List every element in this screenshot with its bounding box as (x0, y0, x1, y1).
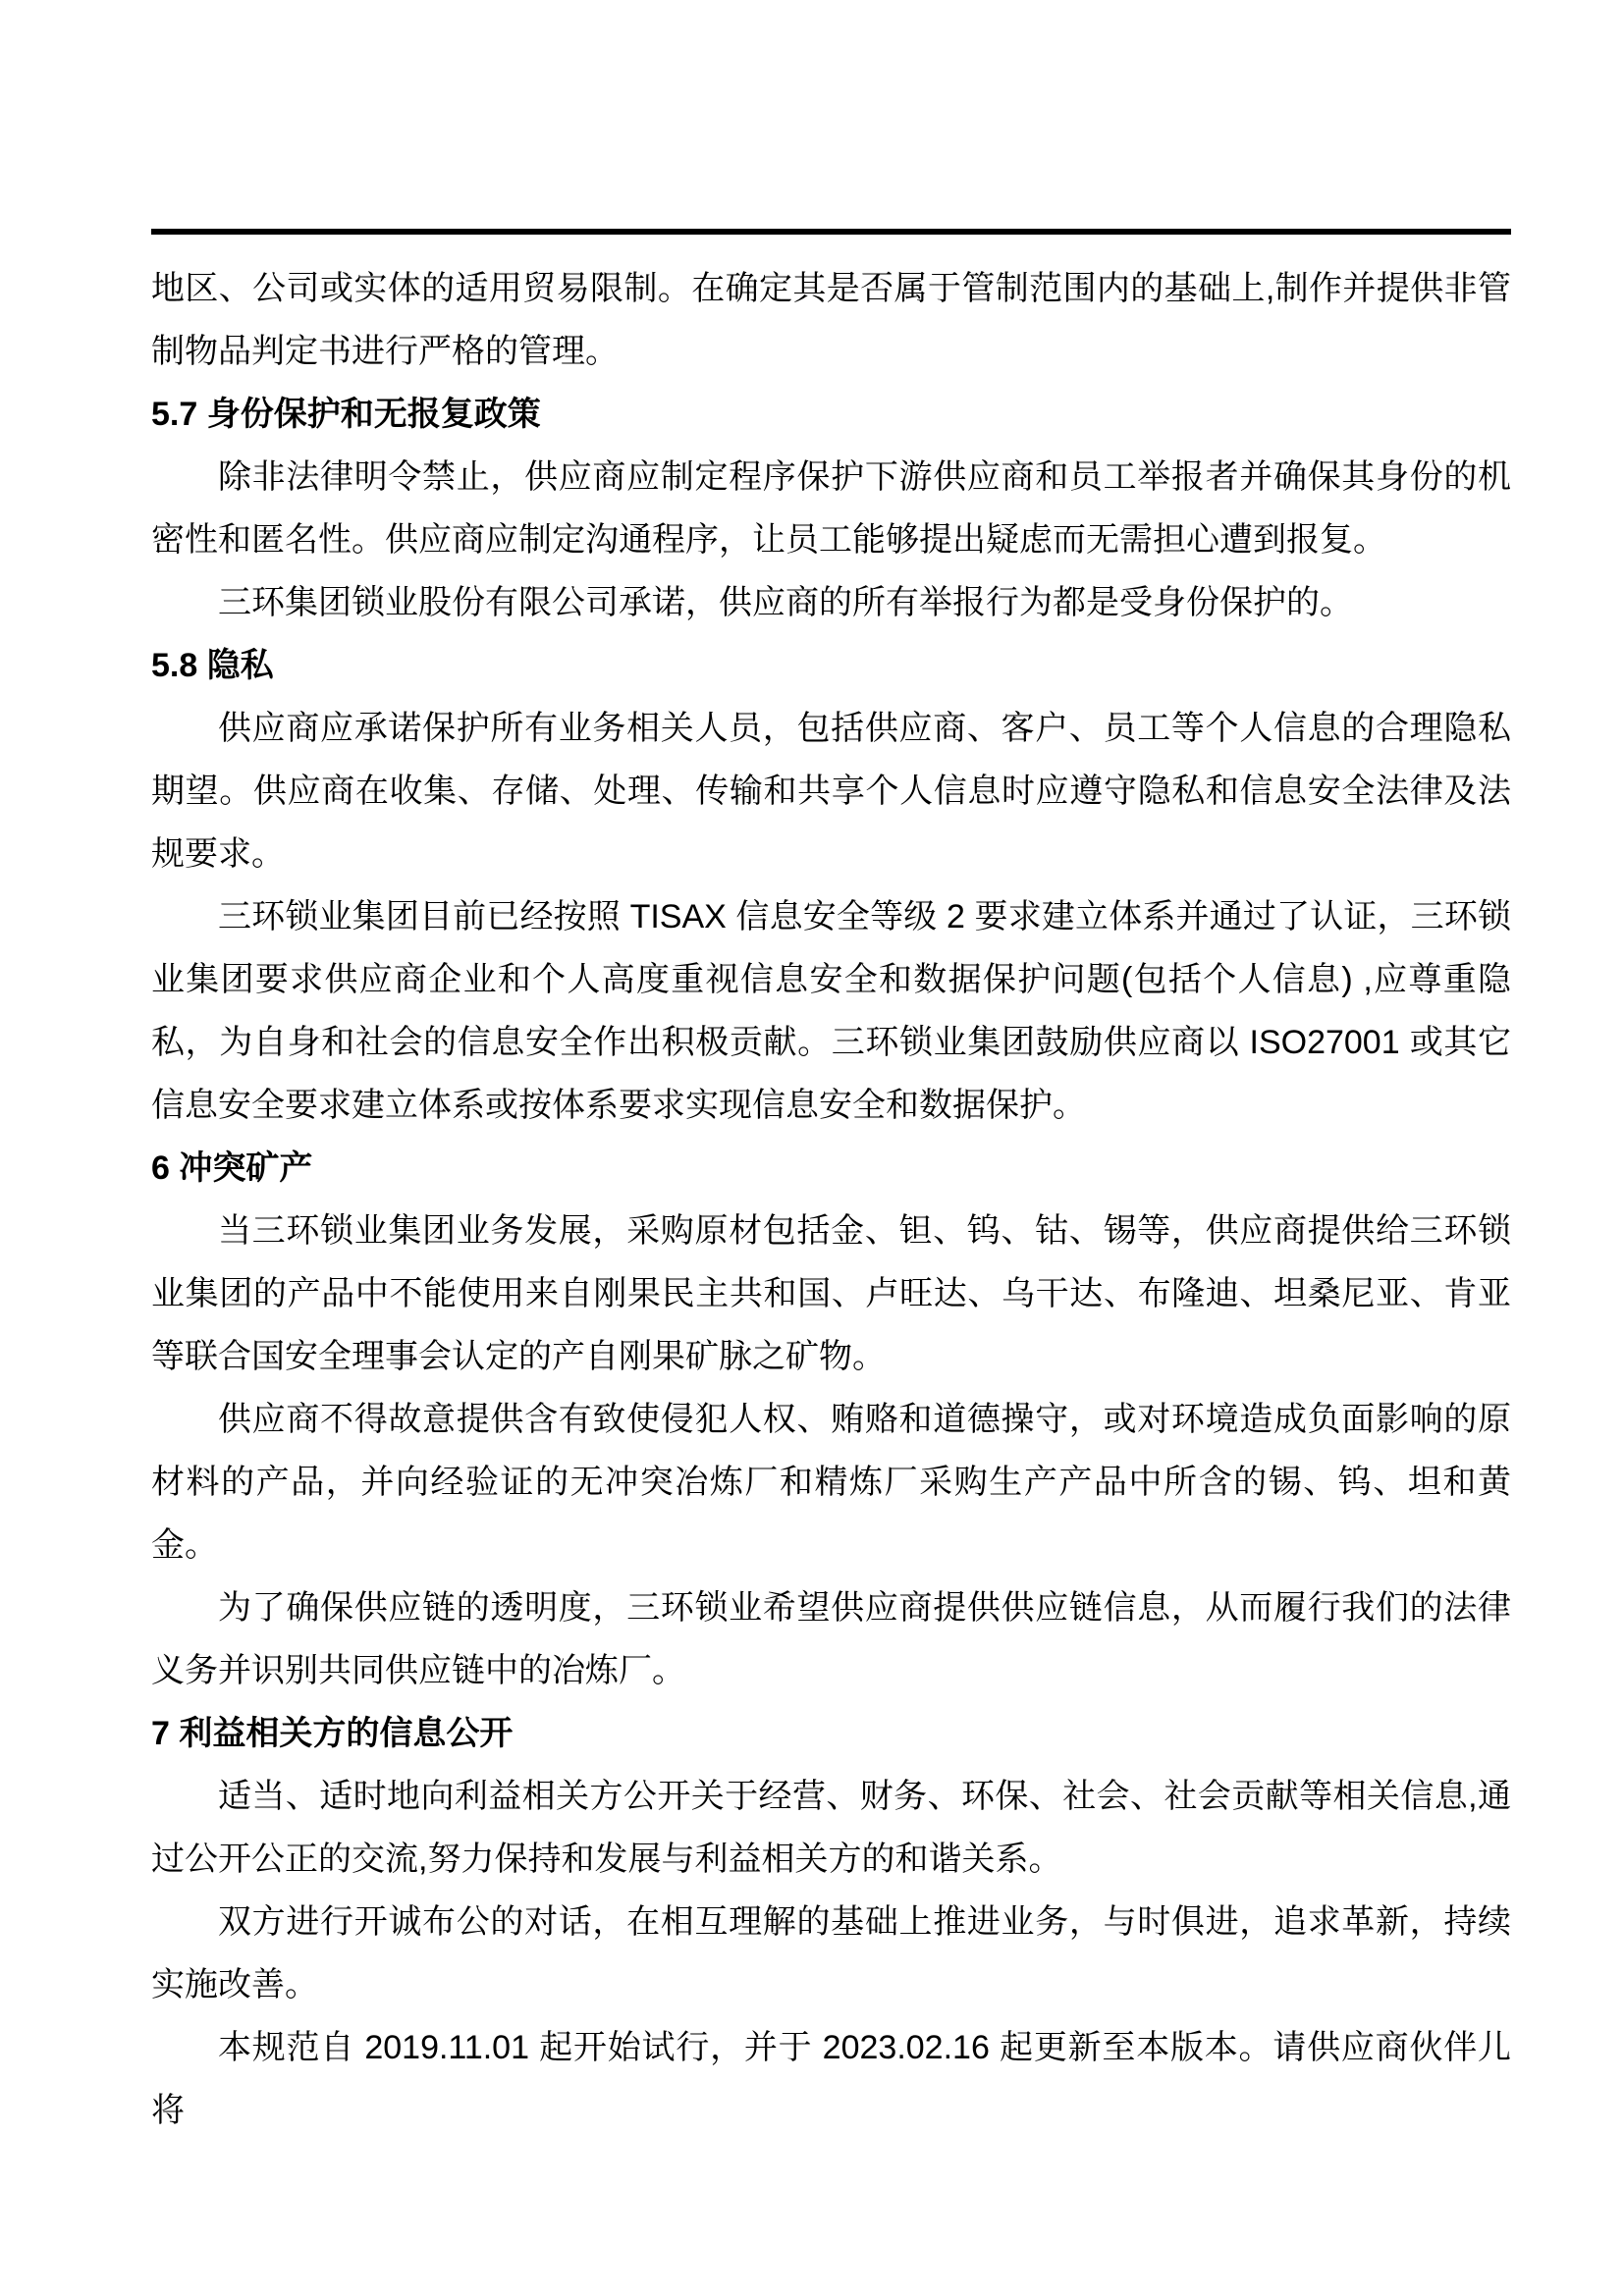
section-heading-5-7: 5.7 身份保护和无报复政策 (151, 396, 541, 433)
page-content (151, 229, 1511, 2142)
section-heading-5-8: 5.8 隐私 (151, 647, 274, 684)
paragraph-continued-from-previous-page: 地区、公司或实体的适用贸易限制。在确定其是否属于管制范围内的基础上,制作并提供非管制物品判定书进行严格的管理。 (151, 270, 1511, 370)
section-heading-6: 6 冲突矿产 (151, 1149, 313, 1187)
paragraph-whistleblower-protection: 除非法律明令禁止，供应商应制定程序保护下游供应商和员工举报者并确保其身份的机密性和匿名性。供应商应制定沟通程序，让员工能够提出疑虑而无需担心遭到报复。 (151, 458, 1511, 559)
paragraph-effective-dates: 本规范自 2019.11.01 起开始试行，并于 2023.02.16 起更新至本版本。请供应商伙伴儿将 (151, 2029, 1511, 2129)
paragraph-privacy-expectation: 供应商应承诺保护所有业务相关人员，包括供应商、客户、员工等个人信息的合理隐私期望。供应商在收集、存储、处理、传输和共享个人信息时应遵守隐私和信息安全法律及法规要求。 (151, 710, 1511, 873)
paragraph-supply-chain-transparency: 为了确保供应链的透明度，三环锁业希望供应商提供供应链信息，从而履行我们的法律义务并识别共同供应链中的冶炼厂。 (151, 1589, 1511, 1689)
paragraph-conflict-minerals-sources: 当三环锁业集团业务发展，采购原材包括金、钽、钨、钴、锡等，供应商提供给三环锁业集团的产品中不能使用来自刚果民主共和国、卢旺达、乌干达、布隆迪、坦桑尼亚、肯亚等联合国安全理事会认定的产自刚果矿脉之矿物。 (151, 1212, 1511, 1375)
paragraph-company-commitment: 三环集团锁业股份有限公司承诺，供应商的所有举报行为都是受身份保护的。 (218, 584, 1353, 621)
header-rule (151, 229, 1511, 235)
paragraph-conflict-free-smelters: 供应商不得故意提供含有致使侵犯人权、贿赂和道德操守，或对环境造成负面影响的原材料的产品，并向经验证的无冲突冶炼厂和精炼厂采购生产产品中所含的锡、钨、坦和黄金。 (151, 1401, 1511, 1564)
paragraph-open-dialogue: 双方进行开诚布公的对话，在相互理解的基础上推进业务，与时俱进，追求革新，持续实施改善。 (151, 1903, 1511, 2003)
paragraph-stakeholder-disclosure: 适当、适时地向利益相关方公开关于经营、财务、环保、社会、社会贡献等相关信息,通过公开公正的交流,努力保持和发展与利益相关方的和谐关系。 (151, 1778, 1511, 1878)
section-heading-7: 7 利益相关方的信息公开 (151, 1715, 514, 1752)
paragraph-tisax-iso27001: 三环锁业集团目前已经按照 TISAX 信息安全等级 2 要求建立体系并通过了认证，三环锁业集团要求供应商企业和个人高度重视信息安全和数据保护问题(包括个人信息) ,应尊重隐私，为自身和社会的信息安全作出积极贡献。三环锁业集团鼓励供应商以 ISO27001 或其它信息安全要求建立体系或按体系要求实现信息安全和数据保护。 (151, 898, 1511, 1124)
